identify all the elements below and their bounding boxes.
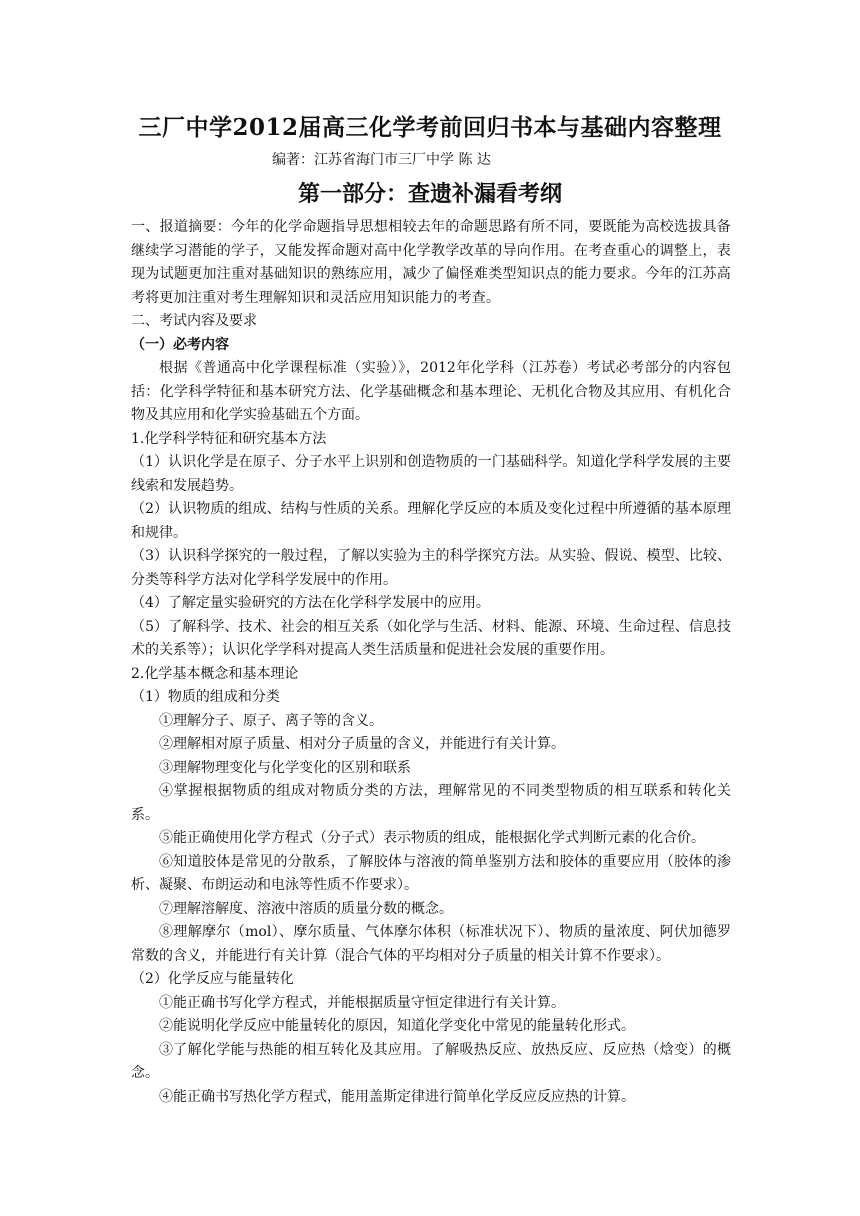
author-line: 编著：江苏省海门市三厂中学 陈 达 (272, 152, 491, 168)
part2-sub1-item: ⑥知道胶体是常见的分散系，了解胶体与溶液的简单鉴别方法和胶体的重要应用（胶体的渗析、凝聚、布朗运动和电泳等性质不作要求）。 (131, 853, 731, 893)
required-content-heading: （一）必考内容 (131, 336, 229, 353)
part2-sub1-item: ②理解相对原子质量、相对分子质量的含义，并能进行有关计算。 (159, 736, 565, 752)
part2-sub1-item: ③理解物理变化与化学变化的区别和联系 (159, 759, 411, 776)
part2-sub1-item: ①理解分子、原子、离子等的含义。 (159, 712, 383, 729)
document-title: 三厂中学2012届高三化学考前回归书本与基础内容整理 (138, 114, 722, 141)
part2-sub1-heading: （1）物质的组成和分类 (131, 689, 280, 705)
part2-sub1-item: ⑧理解摩尔（mol）、摩尔质量、气体摩尔体积（标准状况下）、物质的量浓度、阿伏加德罗常数的含义，并能进行有关计算（混合气体的平均相对分子质量的相关计算不作要求）。 (131, 924, 731, 964)
part2-sub1-item: ⑤能正确使用化学方程式（分子式）表示物质的组成，能根据化学式判断元素的化合价。 (159, 830, 705, 846)
document-body (131, 216, 731, 1109)
part1-item: （5）了解科学、技术、社会的相互关系（如化学与生活、材料、能源、环境、生命过程、信息技术的关系等）；认识化学学科对提高人类生活质量和促进社会发展的重要作用。 (131, 618, 731, 658)
part2-heading: 2.化学基本概念和基本理论 (131, 665, 299, 682)
part-title: 第一部分：查遗补漏看考纲 (297, 181, 562, 207)
part2-sub2-item: ③了解化学能与热能的相互转化及其应用。了解吸热反应、放热反应、反应热（焓变）的概念。 (131, 1041, 731, 1081)
abstract-paragraph: 一、报道摘要：今年的化学命题指导思想相较去年的命题思路有所不同，要既能为高校选拔具备继续学习潜能的学子，又能发挥命题对高中化学教学改革的导向作用。在考查重心的调整上，表现为试题更加注重对基础知识的熟练应用，减少了偏怪难类型知识点的能力要求。今年的江苏高考将更加注重对考生理解知识和灵活应用知识能力的考查。 (131, 219, 731, 306)
part1-item: （2）认识物质的组成、结构与性质的关系。理解化学反应的本质及变化过程中所遵循的基本原理和规律。 (131, 501, 731, 541)
part2-sub2-item: ①能正确书写化学方程式，并能根据质量守恒定律进行有关计算。 (159, 994, 565, 1011)
part1-item: （1）认识化学是在原子、分子水平上识别和创造物质的一门基础科学。知道化学科学发展的主要线索和发展趋势。 (131, 454, 731, 494)
part2-sub1-item: ④掌握根据物质的组成对物质分类的方法，理解常见的不同类型物质的相互联系和转化关系。 (131, 783, 731, 823)
part2-sub1-item: ⑦理解溶解度、溶液中溶质的质量分数的概念。 (159, 900, 453, 917)
part1-heading: 1.化学科学特征和研究基本方法 (131, 430, 327, 447)
part2-sub2-item: ④能正确书写热化学方程式，能用盖斯定律进行简单化学反应反应热的计算。 (159, 1088, 635, 1105)
part2-sub2-item: ②能说明化学反应中能量转化的原因，知道化学变化中常见的能量转化形式。 (159, 1018, 635, 1034)
intro-paragraph: 根据《普通高中化学课程标准（实验）》，2012年化学科（江苏卷）考试必考部分的内容包括：化学科学特征和基本研究方法、化学基础概念和基本理论、无机化合物及其应用、有机化合物及其应用和化学实验基础五个方面。 (131, 360, 731, 423)
part1-item: （3）认识科学探究的一般过程，了解以实验为主的科学探究方法。从实验、假说、模型、比较、分类等科学方法对化学科学发展中的作用。 (131, 548, 731, 588)
part1-item: （4）了解定量实验研究的方法在化学科学发展中的应用。 (131, 595, 490, 611)
section-heading-two: 二、考试内容及要求 (131, 313, 257, 329)
part2-sub2-heading: （2）化学反应与能量转化 (131, 971, 294, 987)
